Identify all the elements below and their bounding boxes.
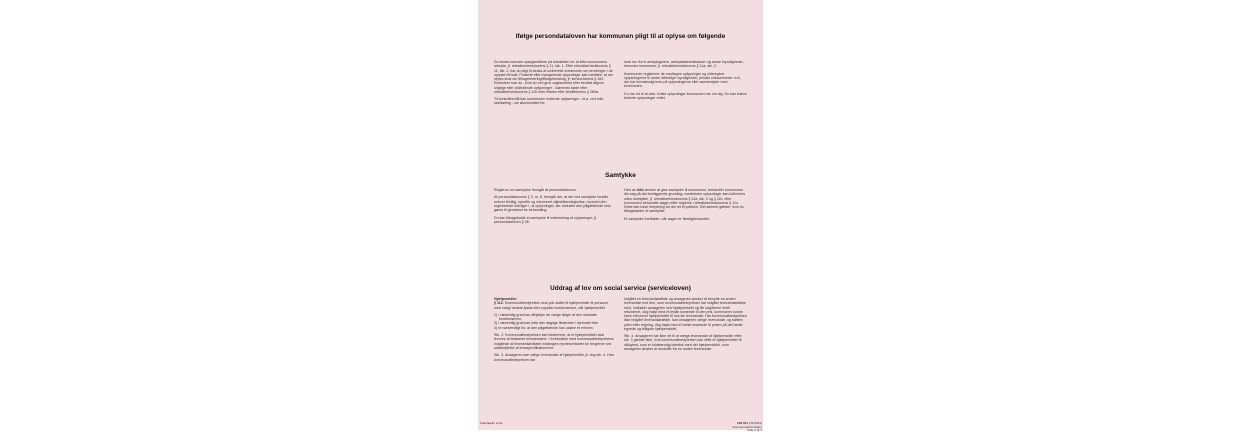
law-list-item: 3) er nødvendigt for, at den pågældende kan udøve et erhverv. [494, 325, 594, 330]
service-law-left-column [494, 297, 615, 365]
footer-left-text: bdeshjælm af 4L [480, 421, 503, 425]
law-section-number: § 112. [494, 301, 504, 306]
privacy-paragraph: Du bedes besvare spørgsmålene på blanketten for at lette kommunens arbejde, jf. retssikkerhedslovens § 11, stk. 1. Efter retssikkerhedslovens § 11, stk. 2, har du pligt til straks at underrette kommunen om ændringer i de oplyste forhold. Forkerte eller mangelende oplysninger kan medføre, at der rejses krav om tilbagelevering/tilbagebetaling, jf. servicelovens § 164. Endvidere kan du - hvis du ved grov uagtsomhed eller bevidst afgiver urigtige eller vildledende oplysninger - idømmes bøde efter retssikkerhedslovens § 12b eller tiltales efter straffelovens § 289a. [494, 60, 614, 94]
consent-left-column [494, 188, 615, 227]
footer-publisher: Kommuneinformation [732, 424, 762, 429]
law-paragraph: Stk. 3. Ansøgeren kan vælge leverandør af hjælpemidler, jf. dog stk. 4. Hvis kommunalbestyrelsen har [494, 353, 615, 362]
page-number: Side 2 af 3 [747, 428, 762, 433]
form-code: HM 001 [737, 421, 749, 425]
section-title-privacy: Ifølge persondataloven har kommunen pligt til at oplyse om følgende [515, 33, 726, 40]
law-list-item: 2) i væsentlig grad kan lette den daglige tilværelse i hjemmet eller [494, 321, 599, 326]
privacy-paragraph: Kommunen registrerer de modtagne oplysninger og videregiver oplysningerne til andre offentlige myndigheder, private virksomheder m.fl., der har lovmæssigt krav på oplysningerne eller samarbejder med kommunen. [624, 71, 742, 89]
law-text: Kommunalbestyrelsen skal yde støtte til hjælpemidler til personer med varigt nedsat fysisk eller psykisk funktionsevne, når hjælpemidlet [494, 301, 609, 310]
consent-paragraph: Af persondatalovens § 3, nr. 8, fremgår det, at der ved samtykke forstås enhver frivillig, specifik og informeret viljestilkendegivelse, hvorved den registrerede indvilger i, at oplysninger, der vedrører den pågældende selv, gøres til genstand for behandling. [494, 195, 612, 213]
consent-paragraph: Du kan tilbagekalde et samtykke til indhentning af oplysninger, jf. persondataloven § 38. [494, 215, 597, 224]
consent-paragraph: Et samtykke bortfalder, når sagen er færdigbehandlet. [624, 216, 710, 221]
consent-paragraph [624, 188, 747, 214]
section-title-service-law: Uddrag af lov om social service (serviceloven) [550, 285, 691, 292]
service-law-right-column [624, 297, 747, 354]
law-paragraph: Stk. 4. Ansøgeren har ikke ret til at vælge leverandør af hjælpemidler efter stk. 3 gælder ikke, hvis kommunalbestyrelsen kan stille et hjælpemiddel til rådighed, som er fuldstændig identisk med det hjælpemiddel, som ansøgeren ønsker at anskaffe fra en anden leverandør. [624, 334, 742, 351]
consent-text: Hvis du [624, 188, 637, 192]
law-list-item: 1) i væsentlig grad kan afhjælpe de varige følger af den nedsatte funktionsevne, [494, 312, 597, 322]
law-paragraph: Stk. 2. Kommunalbestyrelsen kan bestemme, at et hjælpemiddel skal leveres af bestemte leverandører. I forbindelse med kommunalbestyrelsens indgåelse af leverandøraftaler inddrages repræsentanter for brugerne ved udarbejdelse af kravspecifikationerne. [494, 333, 614, 350]
subheading-aids: Hjælpemidler [494, 297, 517, 301]
form-page [478, 0, 763, 430]
privacy-right-column [624, 60, 747, 104]
consent-paragraph: Reglerne om samtykke fremgår af persondataloven. [494, 188, 577, 192]
law-paragraph: indgået en leverandøraftale og ansøgeren ønsker at benytte en anden leverandør end den, som kommunalbestyrelsen har indgået leverandøraftale med, indkøber ansøgeren selv hjælpemidlet og får udgifterne hertil refunderet, dog højst med et beløb svarende til den pris, kommunen kunne have erhvervet hjælpemidlet til hos sin leverandør. Har kommunalbestyrelsen ikke indgået leverandøraftale, kan ansøgeren vælge leverandør, og støtten ydes efter regning, dog højst med et beløb svarende til prisen på det bedst egnede og billigste hjælpemiddel. [624, 297, 747, 331]
privacy-paragraph: Til kontrolformål kan kommunen indhente oplysninger - bl.a. ved edb-samkøring - om økonomiske for- [494, 97, 605, 106]
consent-right-column [624, 188, 747, 224]
privacy-paragraph: Du har ret til at vide, hvilke oplysninger kommunen har om dig. Du kan kræve forkerte oplysninger rettet. [624, 91, 747, 101]
consent-text: ønsker at give samtykke til kommunen, behandler kommunen din sag på det foreliggende grundlag, medmindre oplysninger kan indhentes uden samtykke, jf. retssikkerhedslovens § 11a, stk. 2 og § 11b, eller kommunen behandler sagen efter reglerne i retssikkerhedslovens § 11c. Dette kan have betydning for din ret til ydelsen. Det samme gælder, hvis du tilbagekalder et samtykke. [624, 188, 746, 214]
consent-emphasis: ikke [636, 188, 644, 192]
footer-right-block [712, 422, 762, 433]
privacy-paragraph: hold mv. fra fx arbejdsgivere, arbejdsløshedskasser og andre myndigheder, herunder kommuner, jf. retssikkerhedslovens § 11a, stk. 2. [624, 60, 744, 69]
privacy-left-column [494, 60, 615, 109]
form-date: (01/2011) [748, 421, 762, 425]
law-paragraph [494, 301, 615, 310]
section-title-consent: Samtykke [605, 172, 636, 179]
